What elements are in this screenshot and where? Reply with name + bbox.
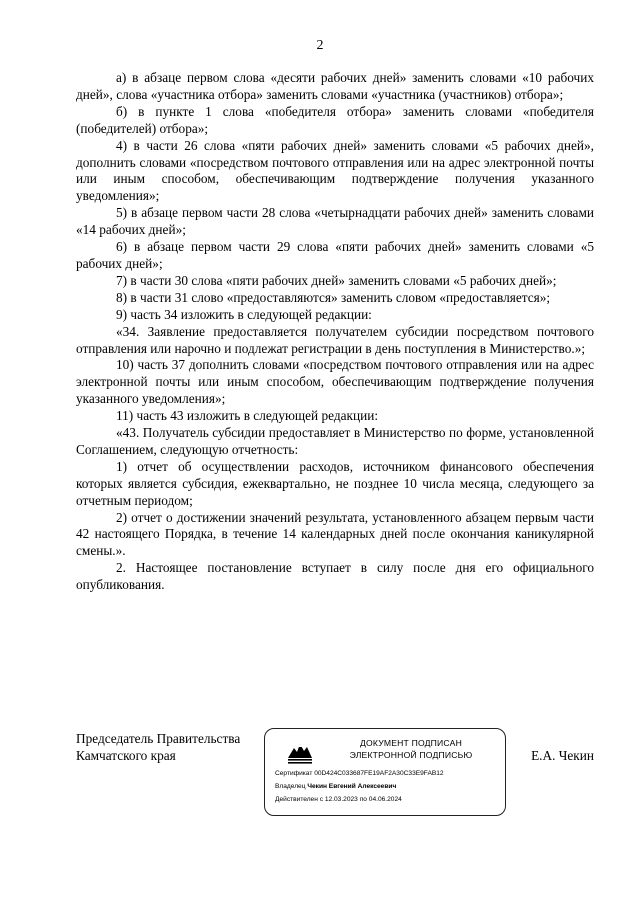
- paragraph-10: 10) часть 37 дополнить словами «посредством почтового отправления или на адрес электронной почты или иным способом, обеспечивающим подтверждение получения указанного уведомления»;: [76, 357, 594, 407]
- stamp-header-line-1: ДОКУМЕНТ ПОДПИСАН: [359, 738, 462, 748]
- signatory-name: Е.А. Чекин: [531, 748, 594, 763]
- paragraph-34-text: «34. Заявление предоставляется получателем субсидии посредством почтового отправления или нарочно и подлежат регистрации в день поступления в Министерство.»;: [76, 323, 594, 356]
- stamp-details: [275, 767, 501, 806]
- paragraph-entry-into-force: 2. Настоящее постановление вступает в силу после дня его официального опубликования.: [76, 560, 594, 593]
- validity-from: 12.03.2023: [324, 796, 358, 803]
- paragraph-43-item-2: 2) отчет о достижении значений результата, установленного абзацем первым части 42 настоящего Порядка, в течение 14 календарных дней после окончания каникулярной смены.».: [76, 509, 594, 559]
- certificate-label: Сертификат: [275, 770, 313, 777]
- signatory-title-line-2: Камчатского края: [76, 748, 176, 763]
- stamp-certificate-row: [275, 767, 501, 780]
- signatory-title: [76, 730, 240, 764]
- paragraph-11: 11) часть 43 изложить в следующей редакции:: [116, 408, 379, 424]
- paragraph-43-item-1: 1) отчет об осуществлении расходов, источником финансового обеспечения которых является субсидия, ежеквартально, не позднее 10 числа месяца, следующего за отчетным периодом;: [76, 458, 594, 508]
- validity-label: Действителен с: [275, 796, 323, 803]
- paragraph-a: а) в абзаце первом слова «десяти рабочих дней» заменить словами «10 рабочих дней», слова «участника отбора» заменить словами «участника (участников) отбора»;: [76, 70, 594, 102]
- page-number: 2: [316, 38, 324, 53]
- paragraph-7: 7) в части 30 слова «пяти рабочих дней» заменить словами «5 рабочих дней»;: [116, 272, 557, 288]
- paragraph-6: 6) в абзаце первом части 29 слова «пяти рабочих дней» заменить словами «5 рабочих дней»;: [76, 239, 594, 271]
- stamp-header: [323, 737, 499, 761]
- paragraph-b: б) в пункте 1 слова «победителя отбора» заменить словами «победителя (победителей) отбора»;: [76, 103, 594, 136]
- document-body: [76, 70, 594, 594]
- owner-value: Чекин Евгений Алексеевич: [307, 783, 397, 790]
- validity-to: 04.06.2024: [368, 796, 402, 803]
- signatory-title-line-1: Председатель Правительства: [76, 731, 241, 746]
- stamp-header-line-2: ЭЛЕКТРОННОЙ ПОДПИСЬЮ: [349, 750, 473, 760]
- paragraph-9: 9) часть 34 изложить в следующей редакции:: [116, 306, 372, 322]
- stamp-owner-row: [275, 780, 501, 793]
- paragraph-4: 4) в части 26 слова «пяти рабочих дней» заменить словами «5 рабочих дней», дополнить словами «посредством почтового отправления или на адрес электронной почты или иным способом, обеспечивающим подтверждение получения указанного уведомления»;: [76, 137, 594, 204]
- electronic-signature-stamp: [264, 728, 506, 816]
- validity-to-label: по: [359, 796, 367, 803]
- owner-label: Владелец: [275, 783, 306, 790]
- stamp-validity-row: [275, 793, 501, 806]
- certificate-value: 00D424C033687FE19AF2A30C33E9FAB12: [314, 770, 444, 777]
- kamchatka-emblem-icon: [287, 740, 313, 764]
- paragraph-8: 8) в части 31 слово «предоставляются» заменить словом «предоставляется»;: [116, 289, 551, 305]
- paragraph-43-text: «43. Получатель субсидии предоставляет в Министерство по форме, установленной Соглашением, следующую отчетность:: [76, 425, 594, 457]
- paragraph-5: 5) в абзаце первом части 28 слова «четырнадцати рабочих дней» заменить словами «14 рабочих дней»;: [76, 205, 594, 238]
